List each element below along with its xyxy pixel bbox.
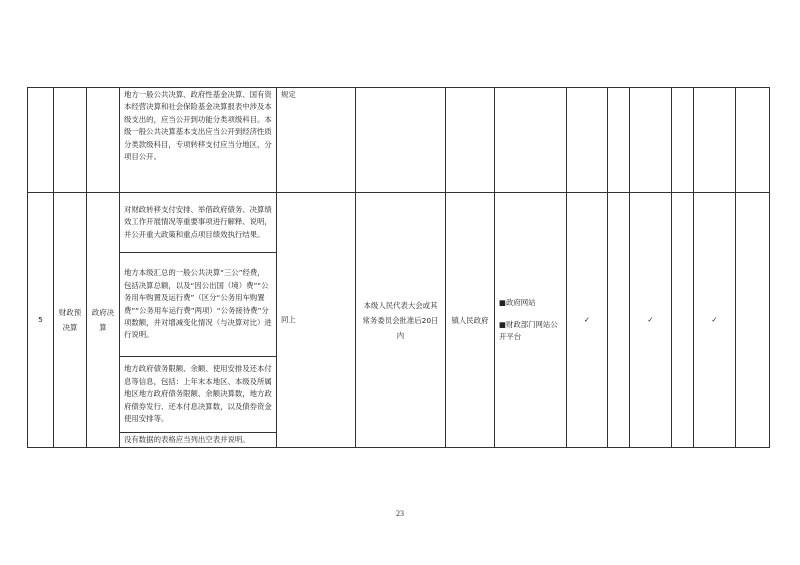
row-basis: 同上	[277, 193, 356, 448]
continuation-content: 地方一般公共决算、政府性基金决算、国有资本经营决算和社会保险基金决算报表中涉及本级支出的，应当公开到功能分类项级科目。本级一般公共决算基本支出应当公开到经济性质分类款级科目，专项转移支付应当分地区、分项目公开。	[120, 88, 277, 193]
check-mark-icon: ✓	[694, 193, 736, 448]
disclosure-table	[27, 87, 770, 448]
continuation-basis: 规定	[277, 88, 356, 193]
continuation-row	[28, 88, 770, 193]
row-subject: 镇人民政府	[446, 193, 495, 448]
channel-finance-platform: ■财政部门网站公开平台	[499, 320, 558, 342]
row-time-limit: 本级人民代表大会或其常务委员会批准后20日内	[356, 193, 446, 448]
check-mark-icon: ✓	[567, 193, 608, 448]
channel-gov-website: ■政府网站	[499, 297, 536, 307]
content-item-3: 地方政府债务限额、余额、使用安排及还本付息等信息，包括：上年末本地区、本级及所属地区地方政府债务限额、余额决算数，地方政府债券发行、还本付息决算数，以及债券资金使用安排等。	[120, 357, 277, 433]
content-item-1: 对财政转移支付安排、举借政府债务、决算绩效工作开展情况等重要事项进行解释、说明，并公开重大政策和重点项目绩效执行结果。	[120, 193, 277, 253]
check-mark-icon: ✓	[630, 193, 672, 448]
page-number: 23	[396, 509, 404, 518]
content-item-2: 地方本级汇总的一般公共决算“三公”经费，包括决算总额，以及“因公出国（境）费”“公务用车购置及运行费”（区分“公务用车购置费”“公务用车运行费”两项）“公务接待费”分项数额，并对增减变化情况（与决算对比）进行说明。	[120, 253, 277, 357]
row-seq: 5	[28, 193, 54, 448]
table-row	[28, 193, 770, 253]
row-channels	[495, 193, 567, 448]
category-level1: 财政预决算	[54, 193, 87, 448]
category-level2: 政府决算	[87, 193, 120, 448]
content-item-4: 没有数据的表格应当列出空表并说明。	[120, 433, 277, 448]
